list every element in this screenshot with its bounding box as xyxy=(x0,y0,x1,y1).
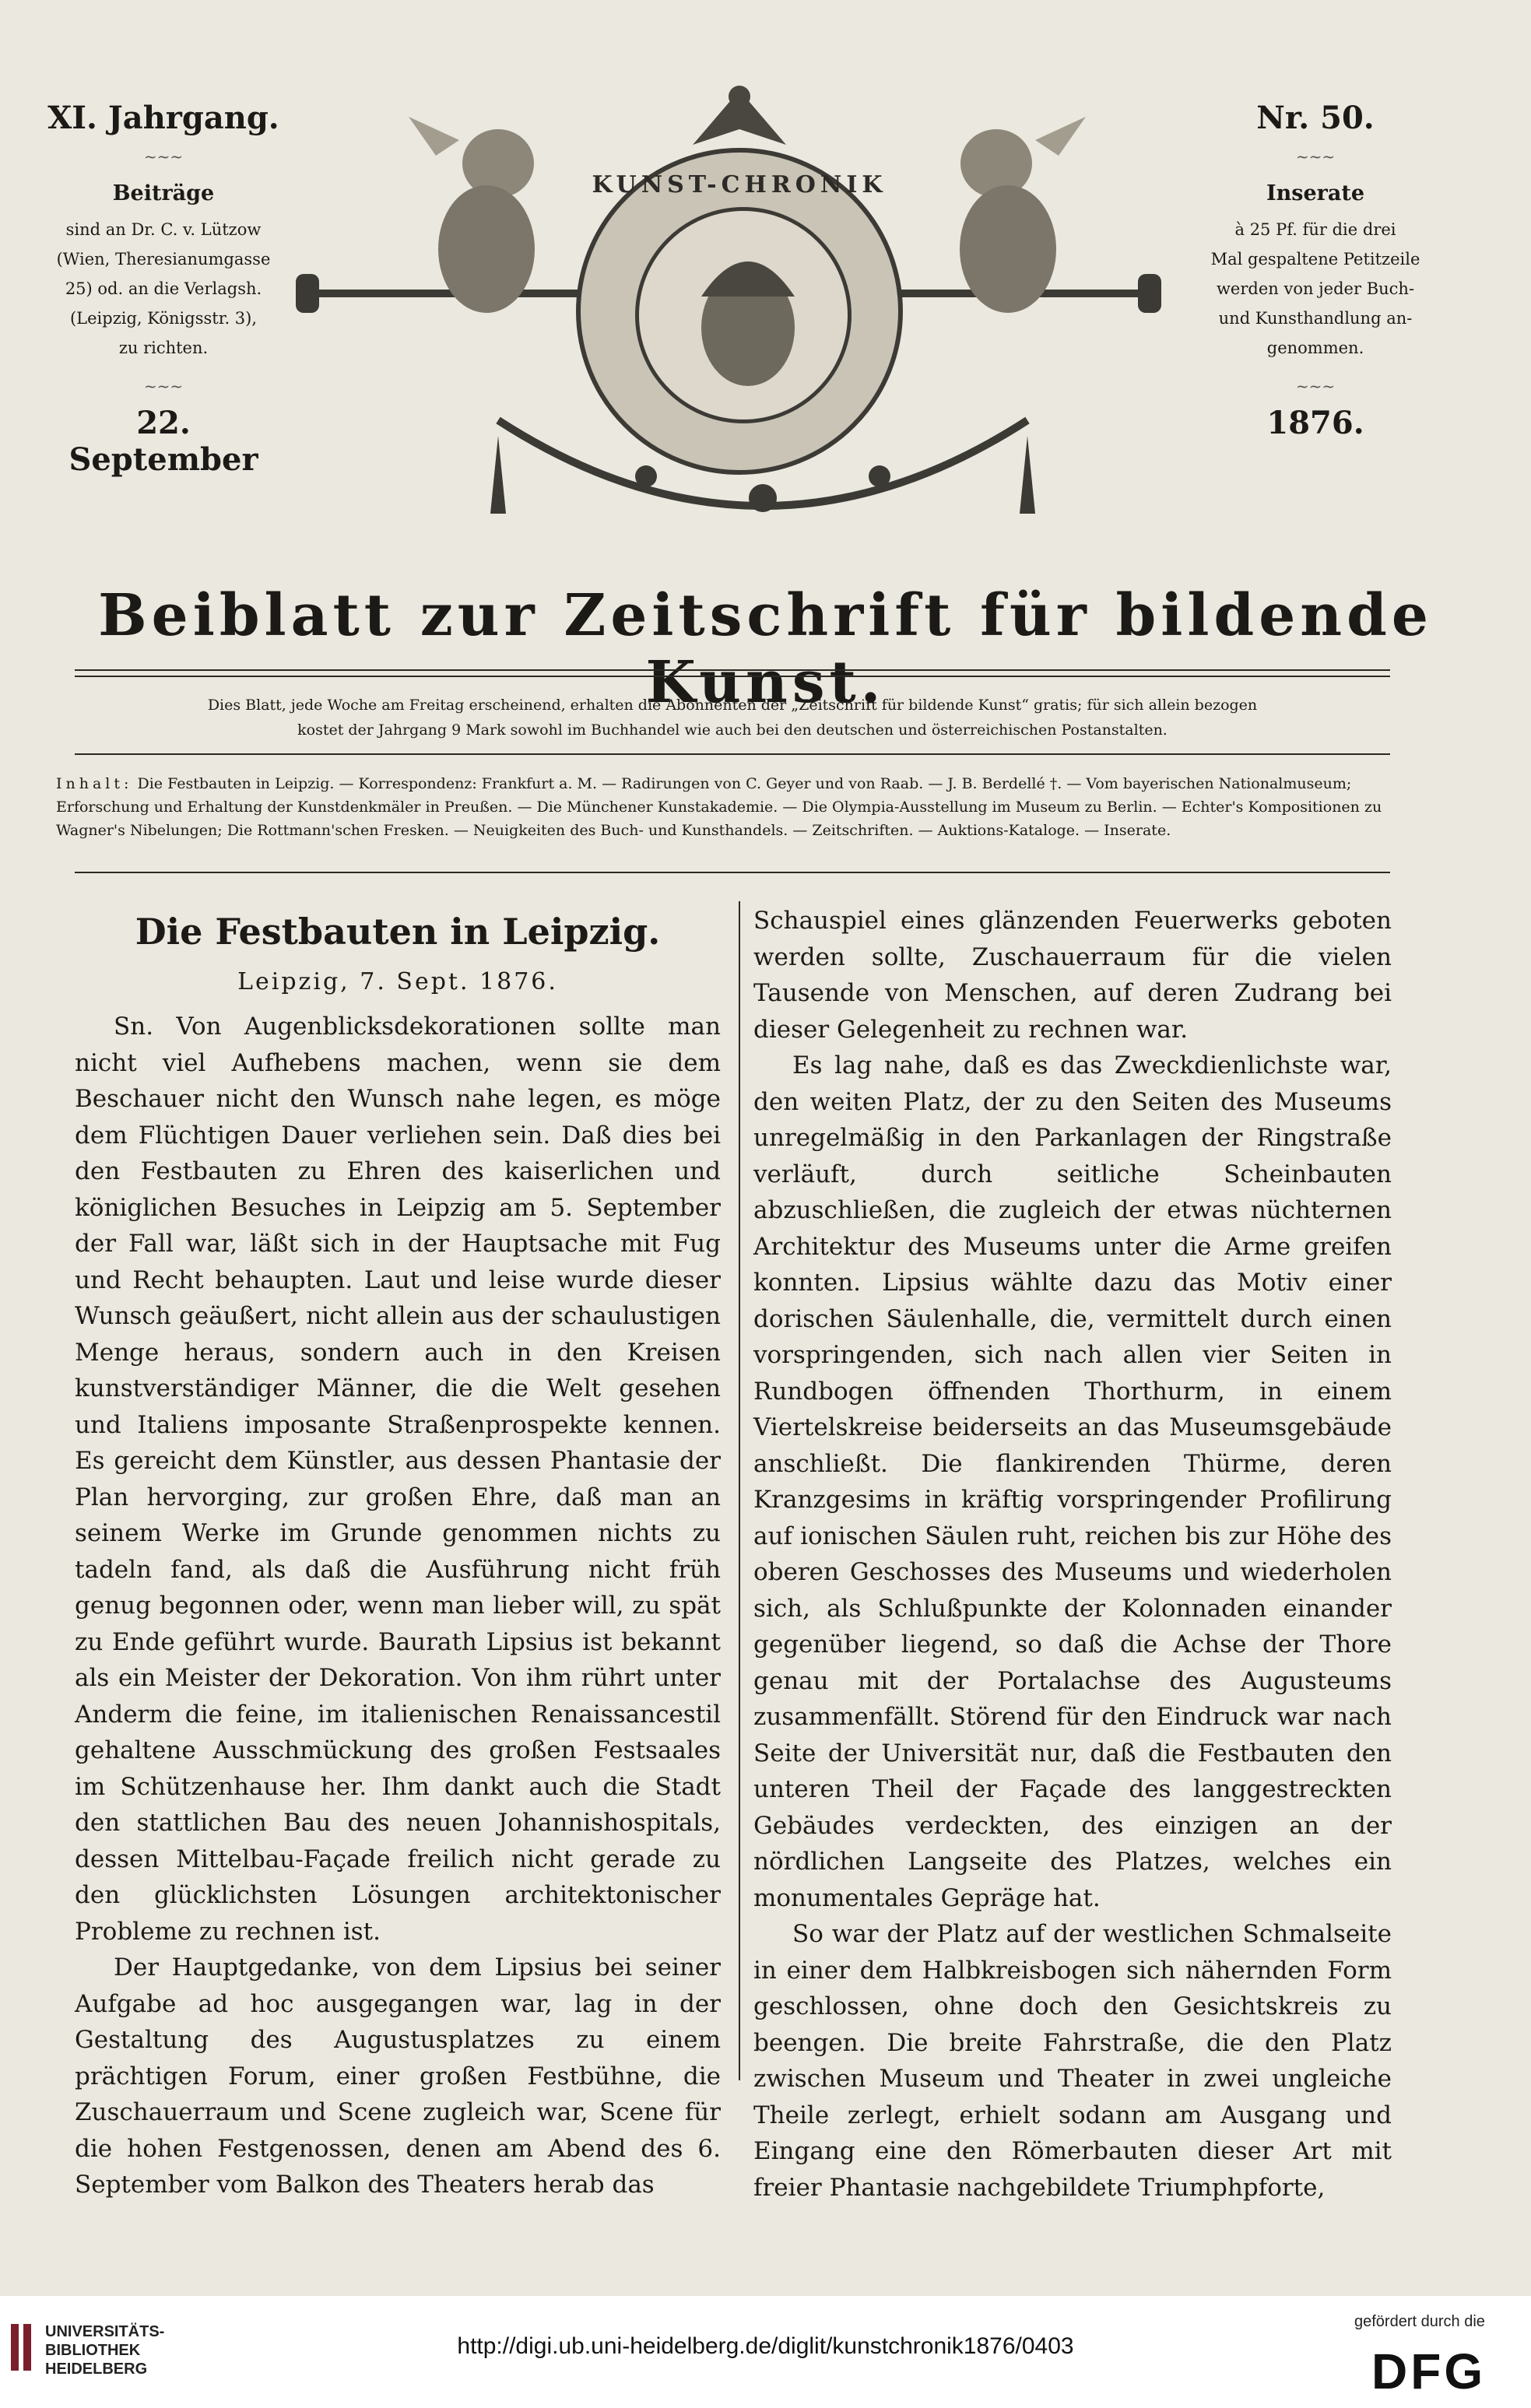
ornament-divider: ~~~ xyxy=(1295,147,1336,166)
ornament-divider: ~~~ xyxy=(143,147,184,166)
subscription-notice: Dies Blatt, jede Woche am Freitag erscheinend, erhalten die Abonnenten der „Zeitschrift für bildende Kunst“ gratis; für sich allein bezogen kostet der Jahrgang 9 Mark sowohl im Buchhandel wie auch bei den deutschen und österreichischen Postanstalten. xyxy=(207,697,1258,739)
issue-date: 22. September xyxy=(68,405,258,478)
dfg-logo: DFG xyxy=(1371,2343,1487,2399)
cherub-left-icon xyxy=(405,109,576,358)
divider-rule xyxy=(75,872,1390,873)
contents-label: Inhalt: xyxy=(56,775,133,792)
issue-number: Nr. 50. xyxy=(1256,100,1375,136)
ornament-divider: ~~~ xyxy=(1295,377,1336,395)
ornament-divider: ~~~ xyxy=(143,377,184,395)
header-right xyxy=(1191,100,1440,441)
library-name: UNIVERSITÄTS- BIBLIOTHEK HEIDELBERG xyxy=(45,2323,165,2378)
paragraph: Es lag nahe, daß es das Zweckdienlichste war, den weiten Platz, der zu den Seiten des Museums unregelmäßig in den Parkanlagen der Ringstraße verläuft, durch seitliche Scheinbauten abzuschließen, die zugleich der etwas nüchternen Architektur des Museums unter die Arme greifen konnten. Lipsius wählte dazu das Motiv einer dorischen Säulenhalle, die, vermittelt durch einen vorspringenden, sich nach allen vier Seiten in Rundbogen öffnenden Thorthurm, in einem Viertelskreise beiderseits an das Museumsgebäude anschließt. Die flankirenden Thürme, deren Kranzgesims in kräftig vorspringender Profilirung auf ionischen Säulen ruht, reichen bis zur Höhe des oberen Geschosses des Museums und wiederholen sich, als Schlußpunkte der Kolonnaden einander gegenüber liegend, so daß die Achse der Thore genau mit der Portalachse des Augusteums zusammenfällt. Störend für den Eindruck war nach Seite der Universität nur, daß die Festbauten den unteren Theil der Façade des langgestreckten Gebäudes verdeckten, des einzigen an der nördlichen Langseite des Platzes, welches ein monumentales Gepräge hat. xyxy=(753,1051,1392,1912)
column-right xyxy=(753,903,1392,2206)
funding-note: gefördert durch die xyxy=(1354,2313,1485,2330)
header-left xyxy=(47,100,280,478)
supplement-title: Beiblatt zur Zeitschrift für bildende Kunst. xyxy=(98,582,1433,716)
advertising-text: à 25 Pf. für die drei Mal gespaltene Petitzeile werden von jeder Buch- und Kunsthandlung an- genommen. xyxy=(1210,220,1420,357)
contributions-heading: Beiträge xyxy=(112,181,215,205)
paragraph: Schauspiel eines glänzenden Feuerwerks geboten werden sollte, Zuschauerraum für die vielen Tausende von Menschen, auf deren Zudrang bei dieser Gelegenheit zu rechnen war. xyxy=(753,907,1392,1044)
source-url[interactable]: http://digi.ub.uni-heidelberg.de/diglit/kunstchronik1876/0403 xyxy=(457,2333,1074,2359)
minerva-medallion xyxy=(635,207,852,423)
advertising-heading: Inserate xyxy=(1266,181,1364,205)
column-left xyxy=(75,1009,721,2203)
volume-label: XI. Jahrgang. xyxy=(47,100,279,136)
table-of-contents xyxy=(56,772,1395,842)
digitization-footer xyxy=(0,2296,1531,2408)
divider-rule xyxy=(75,676,1390,677)
paragraph: Sn. Von Augenblicksdekorationen sollte man nicht viel Aufhebens machen, wenn sie dem Beschauer nicht den Wunsch nahe legen, es möge dem Flüchtigen Dauer verliehen sein. Daß dies bei den Festbauten zu Ehren des kaiserlichen und königlichen Besuches in Leipzig am 5. September der Fall war, läßt sich in der Hauptsache mit Fug und Recht behaupten. Laut und leise wurde dieser Wunsch geäußert, nicht allein aus der schaulustigen Menge heraus, sondern auch in den Kreisen kunstverständiger Männer, die die Welt gesehen und Italiens imposante Straßenprospekte kennen. Es gereicht dem Künstler, aus dessen Phantasie der Plan hervorging, zur großen Ehre, daß man an seinem Werke im Grunde genommen nichts zu tadeln fand, als daß die Ausführung nicht früh genug begonnen oder, wenn man lieber will, zu spät zu Ende geführt wurde. Baurath Lipsius ist bekannt als ein Meister der Dekoration. Von ihm rührt unter Anderm die feine, im italienischen Renaissancestil gehaltene Ausschmückung des großen Festsaales im Schützenhause her. Ihm dankt auch die Stadt den stattlichen Bau des neuen Johannishospitals, dessen Mittelbau-Façade freilich nicht gerade zu den glücklichsten Lösungen architektonischer Probleme zu rechnen ist. xyxy=(75,1013,721,1946)
seal-text: KUNST-CHRONIK xyxy=(592,171,887,198)
contributions-text: sind an Dr. C. v. Lützow (Wien, Theresianumgasse 25) od. an die Verlagsh. (Leipzig, Königsstr. 3), zu richten. xyxy=(56,220,271,357)
contents-text: Die Festbauten in Leipzig. — Korrespondenz: Frankfurt a. M. — Radirungen von C. Geyer und von Raab. — J. B. Berdellé †. — Vom bayerischen Nationalmuseum; Erforschung und Erhaltung der Kunstdenkmäler in Preußen. — Die Münchener Kunstakademie. — Die Olympia-Ausstellung im Museum zu Berlin. — Echter's Kompositionen zu Wagner's Nibelungen; Die Rottmann'schen Fresken. — Neuigkeiten des Buch- und Kunsthandels. — Zeitschriften. — Auktions-Kataloge. — Inserate. xyxy=(56,775,1382,839)
divider-rule xyxy=(75,669,1390,671)
garland-chain-icon xyxy=(467,405,1059,553)
divider-rule xyxy=(75,753,1390,755)
issue-year: 1876. xyxy=(1266,405,1364,441)
rod-end-right xyxy=(1138,274,1161,313)
article-dateline: Leipzig, 7. Sept. 1876. xyxy=(237,968,558,995)
column-separator xyxy=(739,901,740,2080)
paragraph: So war der Platz auf der westlichen Schmalseite in einer dem Halbkreisbogen sich nähernden Form geschlossen, ohne doch den Gesichtskreis zu beengen. Die breite Fahrstraße, die den Platz zwischen Museum und Theater in zwei ungleiche Theile zerlegt, erhielt sodann am Ausgang und Eingang eine den Römerbauten dieser Art mit freier Phantasie nachgebildete Triumphpforte, xyxy=(753,1920,1392,2202)
minerva-head-icon xyxy=(639,211,848,419)
article-title: Die Festbauten in Leipzig. xyxy=(135,911,661,953)
cherub-right-icon xyxy=(918,109,1090,358)
paragraph: Der Hauptgedanke, von dem Lipsius bei seiner Aufgabe ad hoc ausgegangen war, lag in der Gestaltung des Augustusplatzes zu einem prächtigen Forum, einer großen Festbühne, die Zuschauerraum und Scene zugleich war, Scene für die hohen Festgenossen, denen am Abend des 6. September vom Balkon des Theaters herab das xyxy=(75,1953,721,2199)
